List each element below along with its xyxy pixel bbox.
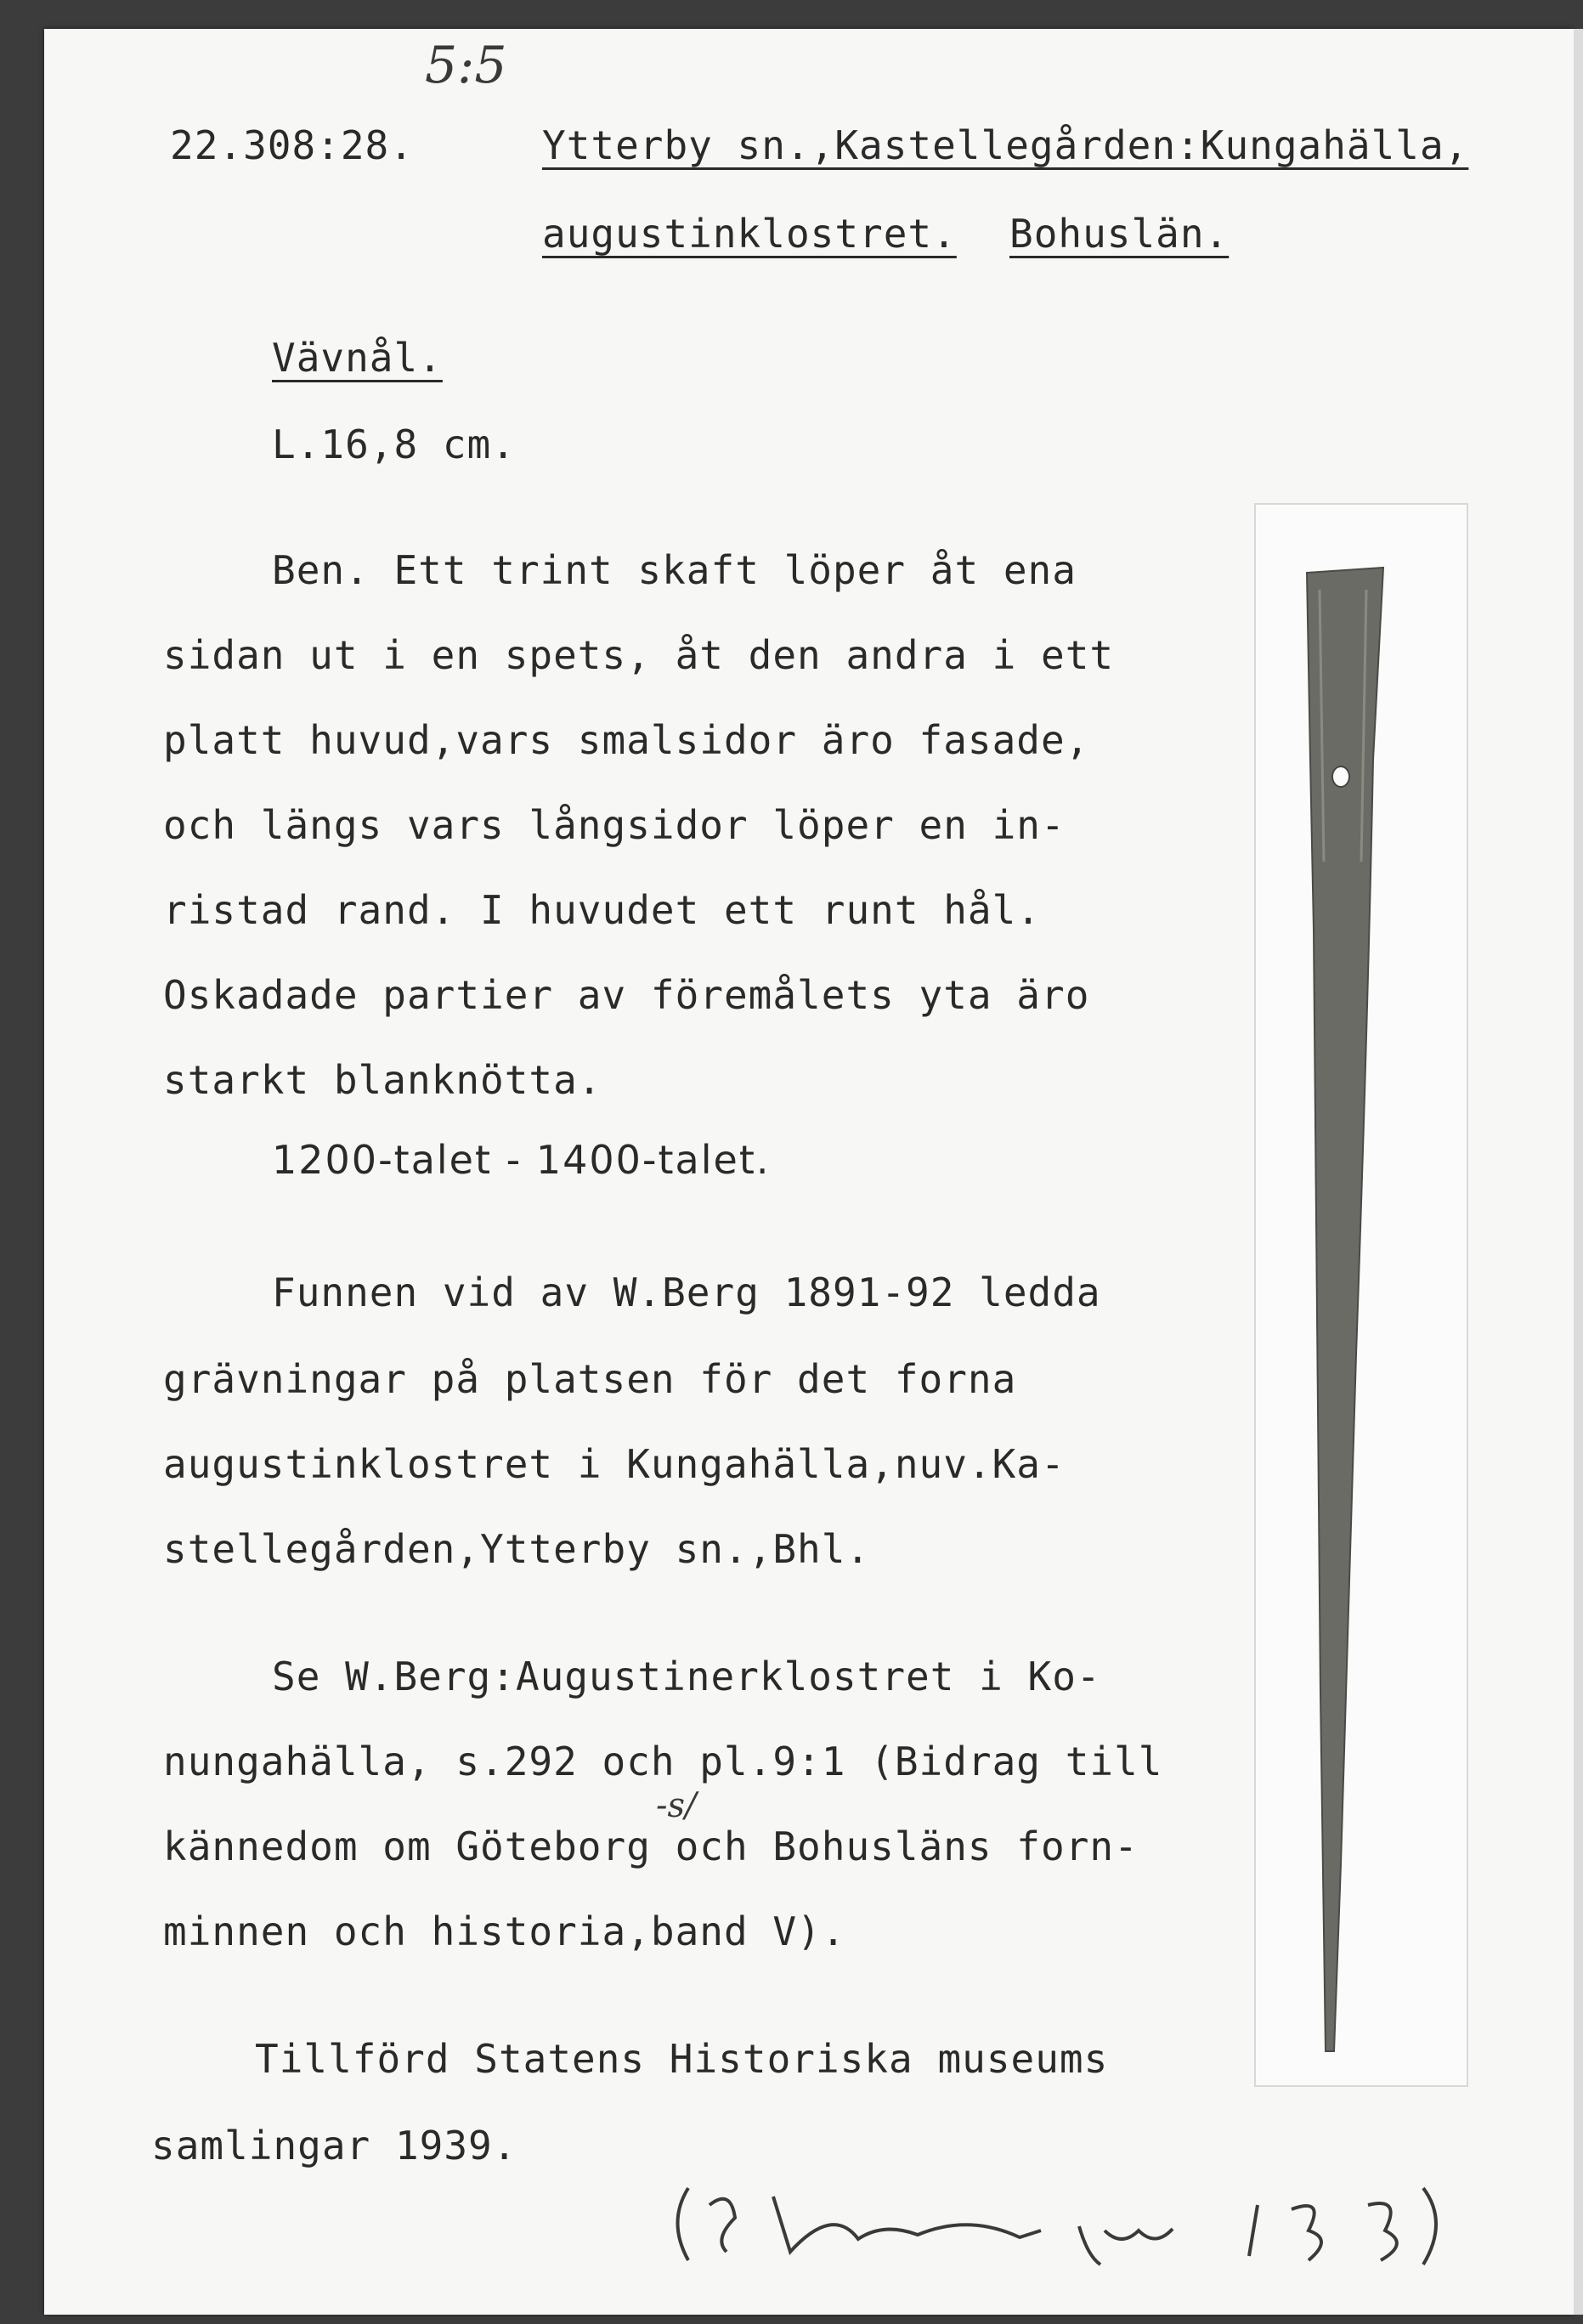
find-line: augustinklostret i Kungahälla,nuv.Ka- <box>163 1441 1066 1487</box>
location-line-1: Ytterby sn.,Kastellegården:Kungahälla, <box>542 122 1469 168</box>
reference-line: Se W.Berg:Augustinerklostret i Ko- <box>272 1654 1101 1699</box>
description-line: sidan ut i en spets, åt den andra i ett <box>163 632 1115 678</box>
acquisition-line-1: Tillförd Statens Historiska museums <box>255 2036 1109 2082</box>
find-line: Funnen vid av W.Berg 1891-92 ledda <box>272 1269 1101 1315</box>
find-line: stellegården,Ytterby sn.,Bhl. <box>163 1526 871 1572</box>
reference-correction: -s/ <box>656 1786 697 1825</box>
location-line-2a: augustinklostret. <box>542 211 957 257</box>
dating: 1200-talet - 1400-talet. <box>272 1137 771 1183</box>
description-line: och längs vars långsidor löper en in- <box>163 802 1066 848</box>
reference-line: kännedom om Göteborg och Bohusläns forn- <box>163 1824 1139 1869</box>
signature <box>663 2171 1461 2273</box>
description-line: starkt blanknötta. <box>163 1057 602 1103</box>
object-name: Vävnål. <box>272 335 443 381</box>
pencil-mark: 5:5 <box>425 36 507 95</box>
reference-line: minnen och historia,band V). <box>163 1908 846 1954</box>
description-line: Ben. Ett trint skaft löper åt ena <box>272 547 1077 593</box>
location-line-2b: Bohuslän. <box>1009 211 1230 257</box>
object-photograph <box>1254 503 1468 2087</box>
description-line: Oskadade partier av föremålets yta äro <box>163 972 1090 1018</box>
signature-scrawl <box>663 2171 1461 2273</box>
find-line: grävningar på platsen för det forna <box>163 1356 1017 1402</box>
reference-line: nungahälla, s.292 och pl.9:1 (Bidrag till <box>163 1739 1163 1784</box>
description-line: ristad rand. I huvudet ett runt hål. <box>163 887 1041 933</box>
weaving-needle-image <box>1256 505 1467 2085</box>
acquisition-line-2: samlingar 1939. <box>151 2123 517 2169</box>
description-line: platt huvud,vars smalsidor äro fasade, <box>163 717 1090 763</box>
inventory-number: 22.308:28. <box>170 122 414 168</box>
object-length: L.16,8 cm. <box>272 421 516 467</box>
